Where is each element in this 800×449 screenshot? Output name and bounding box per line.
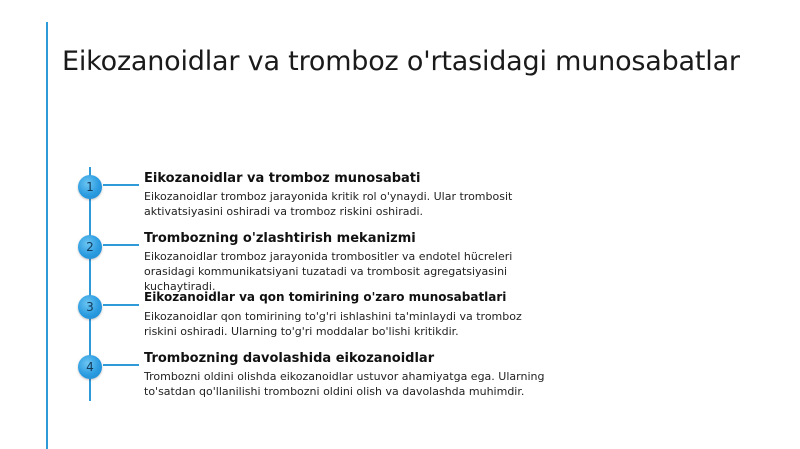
step-number-badge: 4 [78,355,102,379]
step-number-badge: 2 [78,235,102,259]
step-description: Eikozanoidlar tromboz jarayonida kritik rol o'ynaydi. Ular trombosit aktivatsiyasini oshiradi va tromboz riskini oshiradi. [144,190,513,218]
step-connector [103,364,139,366]
page-title: Eikozanoidlar va tromboz o'rtasidagi munosabatlar [62,46,740,77]
step-connector [103,184,139,186]
step-description: Trombozni oldini olishda eikozanoidlar ustuvor ahamiyatga ega. Ularning to'satdan qo'llanilishi trombozni oldini olish va davolashda muhimdir. [144,370,545,398]
step-title: Eikozanoidlar va tromboz munosabati [144,171,421,186]
step-description: Eikozanoidlar tromboz jarayonida trombositler va endotel hücreleri orasidagi kommunikatsiyani tuzatadi va trombosit agregatsiyasini kuchaytiradi. [144,250,513,293]
step-connector [103,304,139,306]
step-title: Trombozning o'zlashtirish mekanizmi [144,231,416,246]
step-number-badge: 3 [78,295,102,319]
step-title: Eikozanoidlar va qon tomirining o'zaro munosabatlari [144,290,507,304]
step-description: Eikozanoidlar qon tomirining to'g'ri ishlashini ta'minlaydi va tromboz riskini oshiradi. Ularning to'g'ri moddalar bo'lishi kritikdir. [144,310,522,338]
left-accent-rule [46,22,48,449]
step-connector [103,244,139,246]
step-number-badge: 1 [78,175,102,199]
step-title: Trombozning davolashida eikozanoidlar [144,351,435,366]
